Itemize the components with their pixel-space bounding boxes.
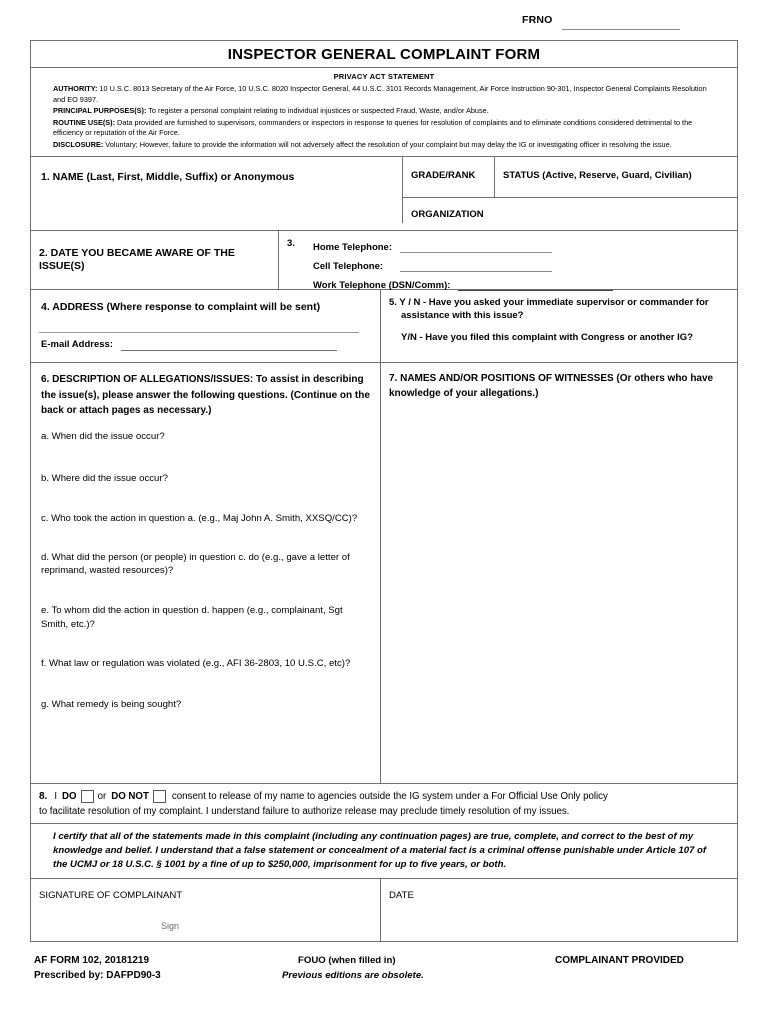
form-number: AF FORM 102, 20181219 bbox=[34, 955, 150, 966]
supervisor-question: 5. Y / N - Have you asked your immediate supervisor or commander for assistance with this issue? bbox=[389, 297, 709, 321]
consent-tail-text: consent to release of my name to agencies outside the IG system under a For Official Use Only policy bbox=[171, 791, 608, 803]
privacy-act-heading: PRIVACY ACT STATEMENT bbox=[333, 72, 435, 81]
privacy-principal-text: To register a personal complaint relating to individual injustices or suspected Fraud, Waste, and/or Abuse. bbox=[146, 106, 489, 116]
question-c: c. Who took the action in question a. (e.g., Maj John A. Smith, XXSQ/CC)? bbox=[41, 513, 358, 525]
privacy-routine bbox=[53, 118, 715, 139]
privacy-routine-text: Data provided are furnished to supervisors, commanders or inspectors in response to queries for resolution of complaints and to eliminate conditions considered detrimental to the efficiency or reputation of the Air Force. bbox=[53, 117, 693, 138]
section-6-intro: 6. DESCRIPTION OF ALLEGATIONS/ISSUES: To assist in describing the issue(s), please answer the following questions. (Continue on the back or attach pages as necessary.) bbox=[41, 374, 370, 417]
certification-statement: I certify that all of the statements made in this complaint (including any continuation pages) are true, complete, and correct to the best of my knowledge and belief. I understand that a false statement or concealment of a material fact is a criminal offense punishable under Article 107 of the UCMJ or 18 U.S.C. § 1001 by a fine of up to $250,000, imprisonment for up to five years, or both. bbox=[31, 824, 737, 879]
signature-row bbox=[31, 879, 737, 941]
footer-row-2 bbox=[30, 970, 740, 985]
work-telephone-label: Work Telephone (DSN/Comm): bbox=[313, 280, 451, 292]
congress-ig-question: Y/N - Have you filed this complaint with Congress or another IG? bbox=[401, 331, 693, 343]
name-field[interactable] bbox=[31, 157, 403, 223]
do-not-checkbox[interactable] bbox=[153, 790, 166, 803]
status-label: STATUS (Active, Reserve, Guard, Civilian) bbox=[503, 170, 692, 182]
previous-editions-note: Previous editions are obsolete. bbox=[282, 970, 424, 981]
section-8-number: 8. bbox=[39, 791, 48, 803]
form-footer bbox=[30, 955, 740, 995]
privacy-disclosure-label: DISCLOSURE: bbox=[53, 139, 104, 149]
home-telephone-input-line[interactable] bbox=[400, 241, 552, 253]
section-5-questions bbox=[381, 290, 737, 362]
date-aware-label: 2. DATE YOU BECAME AWARE OF THE ISSUE(S) bbox=[39, 246, 235, 273]
address-input-line[interactable] bbox=[39, 332, 359, 333]
form-title-bar bbox=[31, 41, 737, 68]
privacy-act-statement bbox=[31, 68, 737, 157]
fouo-label: FOUO (when filled in) bbox=[298, 955, 396, 966]
question-g: g. What remedy is being sought? bbox=[41, 698, 182, 710]
consent-do-not-label: DO NOT bbox=[111, 791, 149, 803]
section-7-heading: 7. NAMES AND/OR POSITIONS OF WITNESSES (Or others who have knowledge of your allegations.) bbox=[389, 373, 714, 399]
home-telephone-row[interactable] bbox=[313, 237, 737, 253]
date-field[interactable] bbox=[381, 879, 737, 941]
email-input-line[interactable] bbox=[121, 338, 337, 351]
home-telephone-label: Home Telephone: bbox=[313, 242, 392, 254]
date-aware-field[interactable] bbox=[31, 231, 279, 289]
question-a: a. When did the issue occur? bbox=[41, 430, 165, 442]
consent-line-1 bbox=[39, 790, 727, 803]
cell-telephone-row[interactable] bbox=[313, 256, 737, 272]
status-field[interactable] bbox=[495, 157, 737, 197]
complaint-form-table bbox=[30, 40, 738, 942]
privacy-authority bbox=[53, 84, 715, 105]
witnesses-field[interactable] bbox=[381, 363, 737, 783]
grade-rank-field[interactable] bbox=[403, 157, 495, 197]
question-b: b. Where did the issue occur? bbox=[41, 472, 168, 484]
name-label: 1. NAME (Last, First, Middle, Suffix) or Anonymous bbox=[41, 171, 295, 184]
section-2-3-row bbox=[31, 231, 737, 290]
do-checkbox[interactable] bbox=[81, 790, 94, 803]
privacy-disclosure bbox=[53, 140, 715, 151]
work-telephone-row[interactable] bbox=[313, 275, 737, 291]
cell-telephone-input-line[interactable] bbox=[400, 260, 552, 272]
email-label: E-mail Address: bbox=[41, 338, 113, 350]
privacy-disclosure-text: Voluntary; However, failure to provide the information will not adversely affect the resolution of your complaint but may delay the IG or investigating officer in resolving the issue. bbox=[103, 139, 672, 149]
grade-status-row bbox=[403, 157, 737, 198]
signature-field[interactable] bbox=[31, 879, 381, 941]
question-d: d. What did the person (or people) in question c. do (e.g., gave a letter of reprimand, wasted resources)? bbox=[41, 551, 350, 577]
sign-hint[interactable]: Sign bbox=[161, 921, 180, 932]
telephone-group bbox=[279, 231, 737, 292]
consent-line-2: to facilitate resolution of my complaint. I understand failure to authorize release may preclude timely resolution of my issues. bbox=[39, 806, 570, 818]
section-1-row bbox=[31, 157, 737, 231]
prescribed-by: Prescribed by: DAFPD90-3 bbox=[34, 970, 161, 981]
question-f: f. What law or regulation was violated (e.g., AFI 36-2803, 10 U.S.C, etc)? bbox=[41, 658, 351, 670]
section-6-7-row bbox=[31, 363, 737, 784]
signature-label: SIGNATURE OF COMPLAINANT bbox=[39, 890, 183, 902]
page-title: INSPECTOR GENERAL COMPLAINT FORM bbox=[227, 45, 541, 63]
privacy-principal bbox=[53, 106, 715, 117]
date-label: DATE bbox=[389, 890, 414, 902]
address-label: 4. ADDRESS (Where response to complaint will be sent) bbox=[41, 301, 321, 314]
email-row[interactable] bbox=[41, 338, 371, 351]
consent-pre-text: I bbox=[54, 791, 58, 803]
section-3-number: 3. bbox=[287, 238, 295, 250]
address-field[interactable] bbox=[31, 290, 381, 362]
grade-rank-label: GRADE/RANK bbox=[411, 170, 476, 182]
section-8-consent bbox=[31, 784, 737, 824]
frno-row bbox=[0, 14, 768, 36]
organization-field[interactable] bbox=[403, 198, 737, 230]
allegations-description-field[interactable] bbox=[31, 363, 381, 783]
privacy-authority-text: 10 U.S.C. 8013 Secretary of the Air Force, 10 U.S.C. 8020 Inspector General, 44 U.S.C. 3101 Records Management, Air Force Instruction 90-301, Inspector General Complaints Resolution and EO 9397. bbox=[53, 84, 707, 104]
privacy-principal-label: PRINCIPAL PURPOSES(S): bbox=[53, 106, 147, 116]
organization-label: ORGANIZATION bbox=[411, 209, 484, 221]
frno-label: FRNO bbox=[522, 14, 553, 26]
privacy-authority-label: AUTHORITY: bbox=[53, 84, 98, 93]
grade-status-org-group bbox=[403, 157, 737, 230]
consent-do-label: DO bbox=[62, 791, 77, 803]
privacy-routine-label: ROUTINE USE(S): bbox=[53, 117, 116, 127]
consent-or-label: or bbox=[97, 791, 107, 803]
footer-row-1 bbox=[30, 955, 740, 970]
cell-telephone-label: Cell Telephone: bbox=[313, 261, 384, 273]
complainant-provided-label: COMPLAINANT PROVIDED bbox=[555, 955, 684, 966]
frno-input-line[interactable] bbox=[562, 29, 680, 30]
question-e: e. To whom did the action in question d. happen (e.g., complainant, Sgt Smith, etc.)? bbox=[41, 605, 343, 630]
section-4-5-row bbox=[31, 290, 737, 363]
